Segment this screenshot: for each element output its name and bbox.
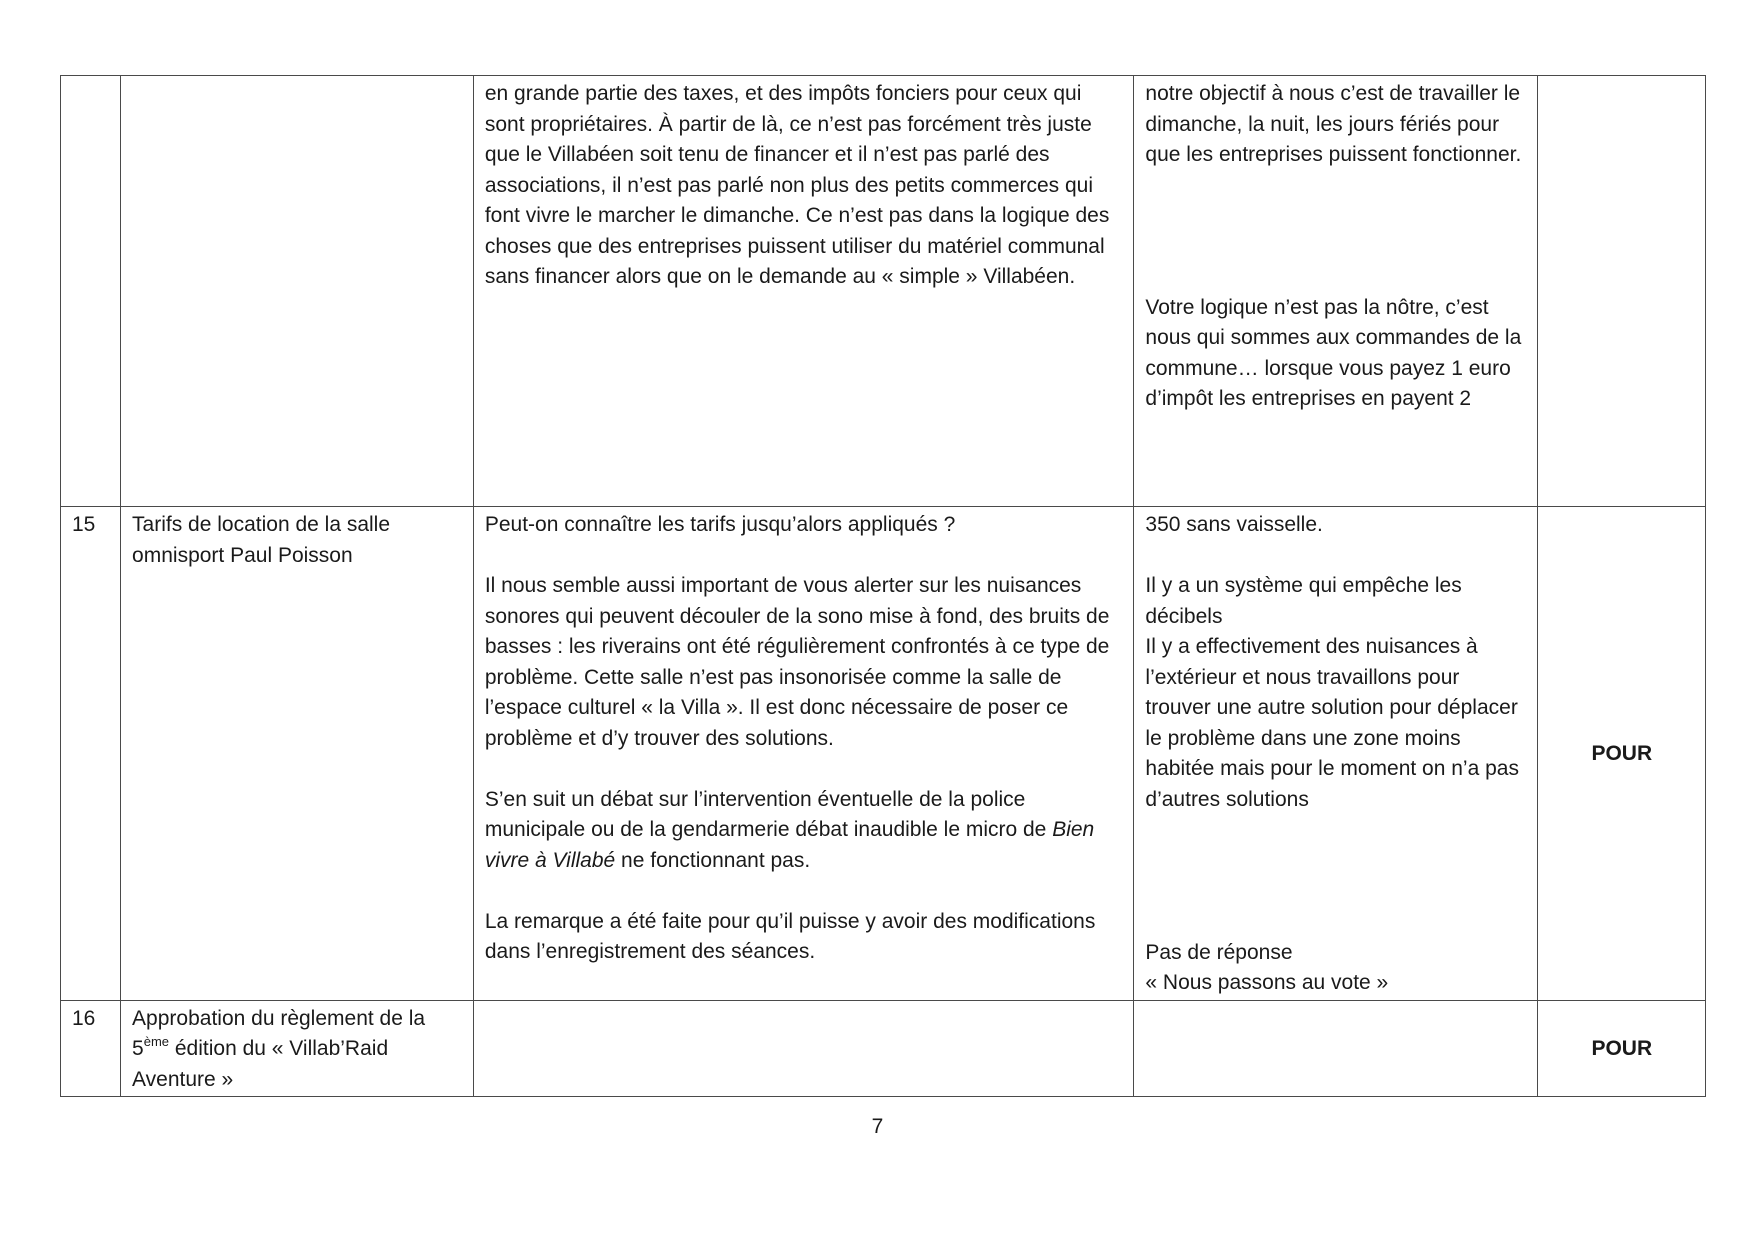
table-row bbox=[61, 507, 1706, 1001]
question-text: en grande partie des taxes, et des impôts fonciers pour ceux qui sont propriétaires. À partir de là, ce n’est pas forcément très juste que le Villabéen soit tenu de financer et il n’est pas parlé des associations, il n’est pas parlé non plus des petits commerces qui font vivre le marcher le dimanche. Ce n’est pas dans la logique des choses que des entreprises puissent utiliser du matériel communal sans financer alors que on le demande au « simple » Villabéen. bbox=[484, 82, 1110, 288]
cell-subject bbox=[121, 76, 474, 507]
table-row bbox=[61, 76, 1706, 507]
cell-vote: POUR bbox=[1537, 1000, 1705, 1097]
answer-text: « Nous passons au vote » bbox=[1145, 971, 1389, 994]
answer-text: Votre logique n’est pas la nôtre, c’est nous qui sommes aux commandes de la commune… lorsque vous payez 1 euro d’impôt les entreprises en payent 2 bbox=[1145, 295, 1522, 410]
cell-question bbox=[473, 76, 1134, 507]
cell-question bbox=[473, 1000, 1134, 1097]
answer-text: 350 sans vaisselle. bbox=[1145, 513, 1323, 536]
table-row bbox=[61, 1000, 1706, 1097]
cell-question bbox=[473, 507, 1134, 1001]
minutes-table bbox=[60, 75, 1706, 1097]
page-number: 7 bbox=[871, 1115, 884, 1138]
cell-number: 15 bbox=[61, 507, 121, 1001]
cell-vote: POUR bbox=[1537, 507, 1705, 1001]
cell-answer bbox=[1134, 76, 1537, 507]
answer-text: Il y a effectivement des nuisances à l’extérieur et nous travaillons pour trouver une autre solution pour déplacer le problème dans une zone moins habitée mais pour le moment on n’a pas d’autres solutions bbox=[1145, 635, 1519, 811]
cell-answer bbox=[1134, 507, 1537, 1001]
cell-answer bbox=[1134, 1000, 1537, 1097]
answer-text: Il y a un système qui empêche les décibels bbox=[1145, 574, 1462, 628]
cell-subject: Approbation du règlement de la 5ème édition du « Villab’Raid Aventure » bbox=[121, 1000, 474, 1097]
cell-number bbox=[61, 76, 121, 507]
cell-subject: Tarifs de location de la salle omnisport Paul Poisson bbox=[121, 507, 474, 1001]
cell-number: 16 bbox=[61, 1000, 121, 1097]
cell-vote bbox=[1537, 76, 1705, 507]
question-text: Peut-on connaître les tarifs jusqu’alors appliqués ? bbox=[484, 513, 956, 536]
question-text: La remarque a été faite pour qu’il puisse y avoir des modifications dans l’enregistrement des séances. bbox=[484, 909, 1096, 963]
answer-text: Pas de réponse bbox=[1145, 940, 1293, 964]
answer-text: notre objectif à nous c’est de travailler le dimanche, la nuit, les jours fériés pour que les entreprises puissent fonctionner. bbox=[1145, 82, 1522, 166]
question-text: Il nous semble aussi important de vous alerter sur les nuisances sonores qui peuvent découler de la sono mise à fond, des bruits de basses : les riverains ont été régulièrement confrontés à ce type de problème. Cette salle n’est pas insonorisée comme la salle de l’espace culturel « la Villa ». Il est donc nécessaire de poser ce problème et d’y trouver des solutions. bbox=[484, 574, 1110, 750]
question-text: S’en suit un débat sur l’intervention éventuelle de la police municipale ou de la gendarmerie débat inaudible le micro de Bien vivre à Villabé ne fonctionnant pas. bbox=[484, 787, 1095, 872]
